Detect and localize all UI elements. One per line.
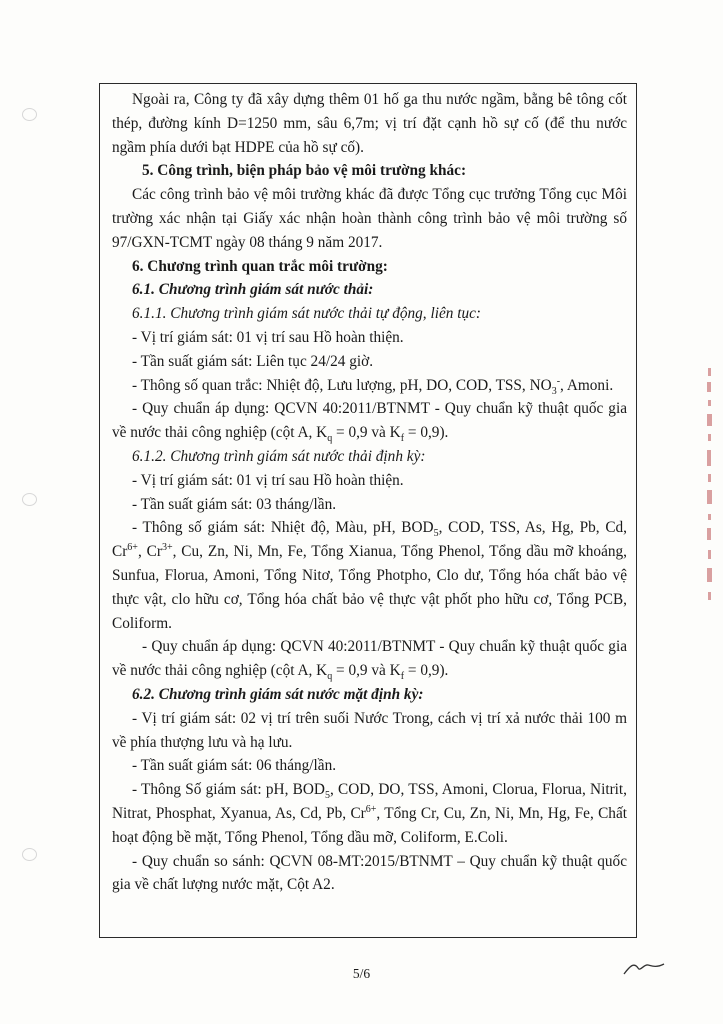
page-number: 5/6 (352, 966, 371, 981)
paragraph: - Thông số giám sát: Nhiệt độ, Màu, pH, $BOD_5$, COD, TSS, As, Hg, Pb, Cd, $Cr^{6+}$, $Cr^{3+}$, Cu, Zn, Ni, Mn, Fe, Tổng Xianua, Tổng Phenol, Tổng dầu mỡ khoáng, Sunfua, Florua, Amoni, Tổng Nitơ, Tổng Photpho, Clo dư, Tổng hóa chất bảo vệ thực vật, clo hữu cơ, Tổng hóa chất bảo vệ thực vật phốt pho hữu cơ, Tổng PCB, Coliform. (112, 519, 628, 632)
paragraph: - Vị trí giám sát: 02 vị trí trên suối Nước Trong, cách vị trí xả nước thải 100 m về phía thượng lưu và hạ lưu. (112, 709, 627, 751)
paragraph: 6.1.1. Chương trình giám sát nước thải tự động, liên tục: (132, 305, 481, 323)
paragraph: - Vị trí giám sát: 01 vị trí sau Hồ hoàn thiện. (132, 328, 404, 346)
paragraph: - Thông số quan trắc: Nhiệt độ, Lưu lượng, pH, DO, COD, TSS, $NO_3^-$, Amoni. (132, 375, 614, 397)
punch-hole (22, 108, 37, 121)
punch-hole (22, 848, 37, 861)
paragraph: 6.2. Chương trình giám sát nước mặt định kỳ: (132, 685, 424, 703)
paragraph: Các công trình bảo vệ môi trường khác đã được Tổng cục trưởng Tổng cục Môi trường xác nhận tại Giấy xác nhận hoàn thành công trình bảo vệ môi trường số 97/GXN-TCMT ngày 08 tháng 9 năm 2017. (112, 186, 627, 251)
paragraph: 6.1.2. Chương trình giám sát nước thải định kỳ: (132, 447, 426, 465)
paragraph: - Tần suất giám sát: Liên tục 24/24 giờ. (132, 352, 374, 370)
paragraph: - Thông Số giám sát: pH, $BOD_5$, COD, DO, TSS, Amoni, Clorua, Florua, Nitrit, Nitrat, Phosphat, Xyanua, As, Cd, Pb, $Cr^{6+}$, Tổng Cr, Cu, Zn, Ni, Mn, Hg, Fe, Chất hoạt động bề mặt, Tổng Phenol, Tổng dầu mỡ, Coliform, E.Coli. (112, 781, 627, 846)
signature-initial-icon (622, 956, 666, 978)
document-body (112, 88, 627, 897)
paragraph: 5. Công trình, biện pháp bảo vệ môi trường khác: (142, 162, 467, 180)
paragraph: - Quy chuẩn áp dụng: QCVN 40:2011/BTNMT - Quy chuẩn kỹ thuật quốc gia về nước thải công nghiệp (cột A, $K_q = 0,9$ và $K_f = 0,9$). (112, 400, 627, 445)
paragraph: 6. Chương trình quan trắc môi trường: (132, 257, 388, 275)
paragraph: 6.1. Chương trình giám sát nước thải: (132, 281, 374, 299)
punch-hole (22, 493, 37, 506)
paragraph: - Vị trí giám sát: 01 vị trí sau Hồ hoàn thiện. (132, 471, 404, 489)
paragraph: - Tần suất giám sát: 03 tháng/lần. (132, 495, 337, 513)
paragraph: - Quy chuẩn áp dụng: QCVN 40:2011/BTNMT - Quy chuẩn kỹ thuật quốc gia về nước thải công nghiệp (cột A, $K_q = 0,9$ và $K_f = 0,9$). (112, 638, 627, 683)
paragraph: Ngoài ra, Công ty đã xây dựng thêm 01 hố ga thu nước ngầm, bằng bê tông cốt thép, đường kính D=1250 mm, sâu 6,7m; vị trí đặt cạnh hồ sự cố (để thu nước ngầm phía dưới bạt HDPE của hồ sự cố). (112, 91, 627, 156)
paragraph: - Tần suất giám sát: 06 tháng/lần. (132, 757, 337, 775)
seal-edge-mark (704, 368, 716, 608)
paragraph: - Quy chuẩn so sánh: QCVN 08-MT:2015/BTNMT – Quy chuẩn kỹ thuật quốc gia về chất lượng nước mặt, Cột A2. (112, 852, 627, 894)
